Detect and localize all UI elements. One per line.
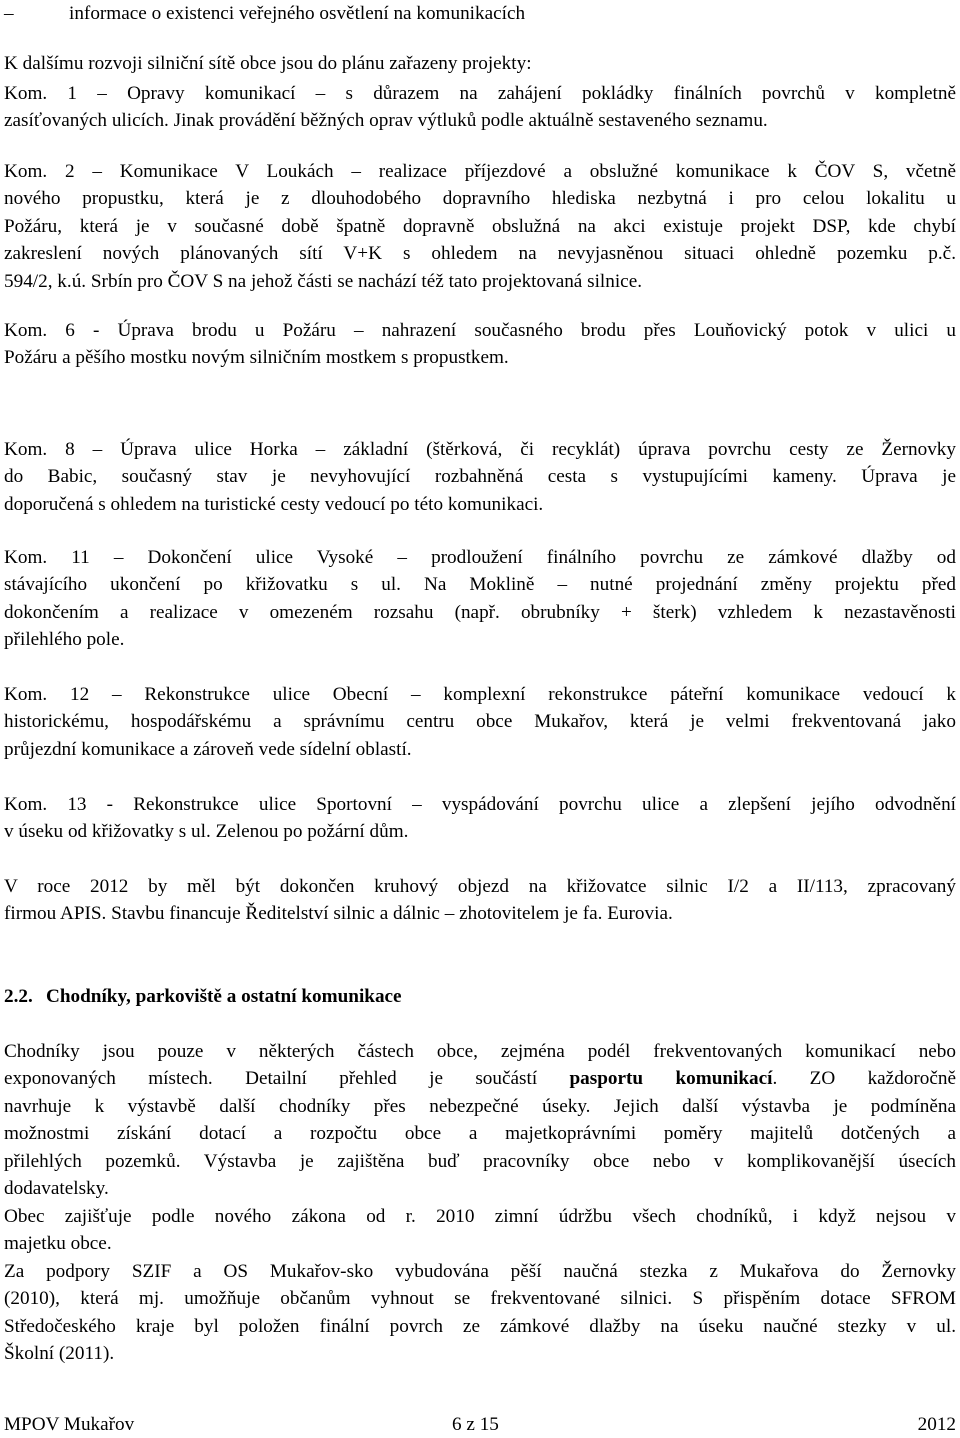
- section-title: Chodníky, parkoviště a ostatní komunikace: [46, 986, 402, 1007]
- paragraph-line: Požáru a pěšího mostku novým silničním mostkem s propustkem.: [4, 347, 509, 369]
- kom11-paragraph: [4, 544, 956, 654]
- paragraph-line: nového propustku, která je z dlouhodobého dopravního hlediska nezbytná i pro celou lokalitu u: [4, 188, 956, 210]
- paragraph-line: možnostmi získání dotací a rozpočtu obce a majetkoprávními poměry majitelů dotčených a: [4, 1123, 956, 1145]
- paragraph-line: Kom. 6 - Úprava brodu u Požáru – nahrazení současného brodu přes Louňovický potok v ulici u: [4, 320, 956, 341]
- page-footer: [4, 1411, 956, 1438]
- paragraph-line: majetku obce.: [4, 1233, 112, 1255]
- bullet-text: informace o existenci veřejného osvětlení na komunikacích: [69, 3, 526, 24]
- paragraph-line: (2010), která mj. umožňuje občanům vyhnout se frekventované silnici. S přispěním dotace SFROM: [4, 1288, 956, 1310]
- paragraph-line: Kom. 1 – Opravy komunikací – s důrazem na zahájení pokládky finálních povrchů v kompletně: [4, 83, 956, 104]
- bold-term: pasportu komunikací: [569, 1068, 773, 1090]
- kom6-paragraph: [4, 317, 956, 372]
- paragraph-line: Školní (2011).: [4, 1343, 115, 1365]
- paragraph-line: Středočeského kraje byl položen finální povrch ze zámkové dlažby na úseku naučné stezky v ul.: [4, 1315, 956, 1337]
- paragraph-line: Požáru, která je v současné době špatně dopravně obslužná na akci existuje projekt DSP, kde chybí: [4, 215, 956, 237]
- kom1-paragraph: [4, 80, 956, 135]
- line-text: exponovaných místech. Detailní přehled je součástí: [4, 1068, 570, 1090]
- page-number: 6 z 15: [452, 1414, 499, 1435]
- intro-paragraph: K dalšímu rozvoji silniční sítě obce jsou do plánu zařazeny projekty:: [4, 53, 532, 74]
- paragraph-line: přilehlého pole.: [4, 629, 125, 651]
- kom13-paragraph: [4, 791, 956, 846]
- section-heading: [4, 983, 402, 1010]
- paragraph-line: Obec zajišťuje podle nového zákona od r. 2010 zimní údržbu všech chodníků, i když nejsou v: [4, 1206, 956, 1227]
- kom8-paragraph: [4, 436, 956, 518]
- section-number: 2.2.: [4, 986, 33, 1007]
- paragraph-line: Kom. 12 – Rekonstrukce ulice Obecní – komplexní rekonstrukce páteřní komunikace vedoucí k: [4, 684, 956, 705]
- paragraph-line: Kom. 13 - Rekonstrukce ulice Sportovní – vyspádování povrchu ulice a zlepšení jejího odvodnění: [4, 794, 956, 815]
- paragraph-line: Kom. 11 – Dokončení ulice Vysoké – prodloužení finálního povrchu ze zámkové dlažby od: [4, 547, 956, 568]
- paragraph-line: dodavatelsky.: [4, 1178, 109, 1200]
- sidewalks-paragraph: [4, 1038, 956, 1202]
- paragraph-line: doporučená s ohledem na turistické cesty vedoucí po této komunikaci.: [4, 493, 544, 515]
- paragraph-line: Za podpory SZIF a OS Mukařov-sko vybudována pěší naučná stezka z Mukařova do Žernovky: [4, 1261, 956, 1282]
- footer-year: 2012: [917, 1414, 956, 1435]
- paragraph-line: přilehlých pozemků. Výstavba je zajištěna buď pracovníky obce nebo v komplikovanější úsecích: [4, 1150, 956, 1172]
- paragraph-line: firmou APIS. Stavbu financuje Ředitelství silnic a dálnic – zhotovitelem je fa. Eurovia.: [4, 903, 673, 925]
- paragraph-line: [4, 1065, 956, 1092]
- paragraph-line: do Babic, současný stav je nevyhovující rozbahněná cesta s vystupujícími kameny. Úprava je: [4, 466, 956, 488]
- paragraph-line: historickému, hospodářskému a správnímu centru obce Mukařov, která je velmi frekventovaná jako: [4, 711, 956, 733]
- paragraph-line: V roce 2012 by měl být dokončen kruhový objezd na křižovatce silnic I/2 a II/113, zpracovaný: [4, 876, 956, 897]
- roundabout-paragraph: [4, 873, 956, 928]
- paragraph-line: průjezdní komunikace a zároveň vede sídelní oblastí.: [4, 738, 412, 760]
- kom12-paragraph: [4, 681, 956, 763]
- footer-title: MPOV Mukařov: [4, 1414, 135, 1435]
- bullet-item: [0, 0, 960, 27]
- paragraph-line: navrhuje k výstavbě další chodníky přes nebezpečné úseky. Jejich další výstavba je podmíněna: [4, 1095, 956, 1117]
- kom2-paragraph: [4, 158, 956, 295]
- bullet-dash: –: [4, 3, 14, 24]
- paragraph-line: v úseku od křižovatky s ul. Zelenou po požární dům.: [4, 821, 409, 843]
- paragraph-line: 594/2, k.ú. Srbín pro ČOV S na jehož části se nachází též tato projektovaná silnice.: [4, 270, 643, 292]
- paragraph-line: zakreslení nových plánovaných sítí V+K s ohledem na nevyjasněnou situaci ohledně pozemku p.č.: [4, 243, 956, 265]
- paragraph-line: zasíťovaných ulicích. Jinak provádění běžných oprav výtluků podle aktuálně sestaveného seznamu.: [4, 110, 768, 132]
- paragraph-line: Kom. 2 – Komunikace V Loukách – realizace příjezdové a obslužné komunikace k ČOV S, včetně: [4, 161, 956, 182]
- line-text: . ZO každoročně: [772, 1068, 956, 1090]
- paragraph-line: Chodníky jsou pouze v některých částech obce, zejména podél frekventovaných komunikací nebo: [4, 1041, 956, 1062]
- winter-paragraph: [4, 1203, 956, 1258]
- paragraph-line: dokončením a realizace v omezeném rozsahu (např. obrubníky + šterk) vzhledem k nezastavěnosti: [4, 601, 956, 623]
- trail-paragraph: [4, 1258, 956, 1368]
- paragraph-line: Kom. 8 – Úprava ulice Horka – základní (štěrková, či recyklát) úprava povrchu cesty ze Žernovky: [4, 439, 956, 460]
- paragraph-line: stávajícího ukončení po křižovatku s ul. Na Moklině – nutné projednání změny projektu před: [4, 574, 956, 596]
